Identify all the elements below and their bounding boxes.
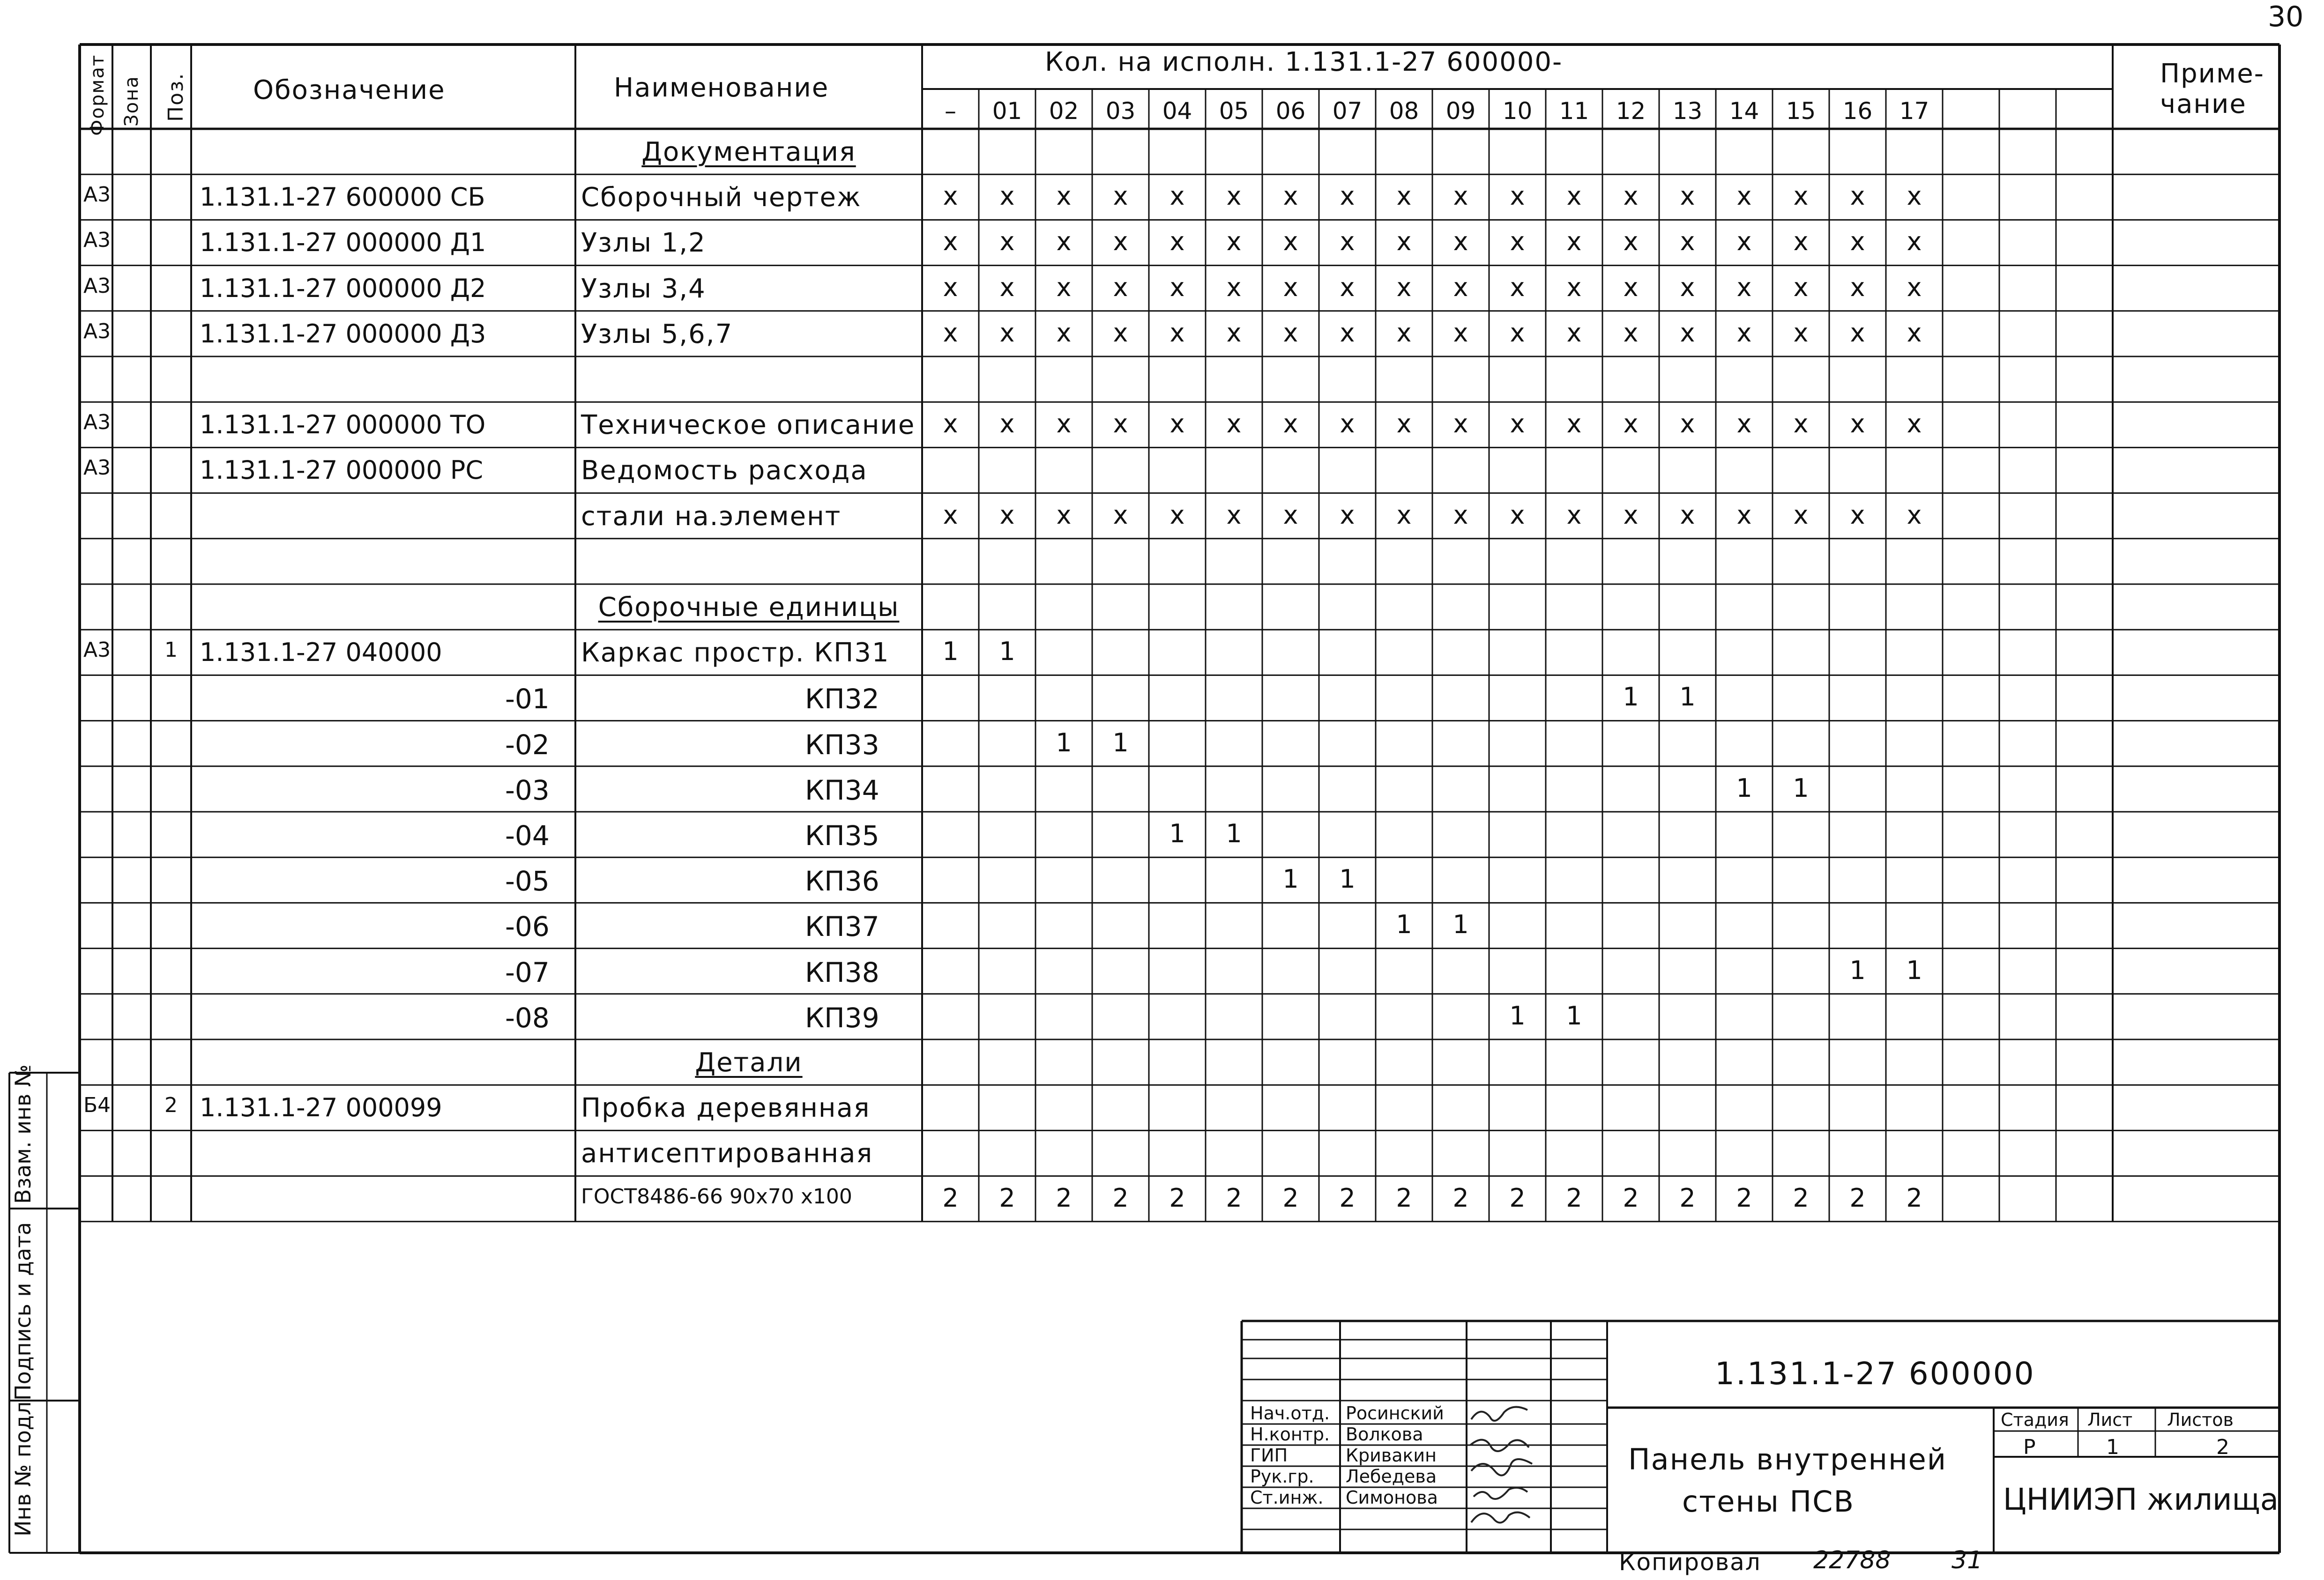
variant-header: 04 (1162, 97, 1192, 125)
variant-header: 08 (1389, 97, 1419, 125)
quantity-mark: х (1566, 500, 1582, 530)
row-name: КП36 (805, 865, 879, 898)
quantity-mark: х (943, 227, 958, 257)
quantity-mark: х (1283, 181, 1298, 211)
row-designation: 1.131.1-27 040000 (200, 638, 442, 668)
quantity-mark: 1 (1906, 955, 1922, 985)
row-name: Пробка деревянная (581, 1093, 871, 1124)
row-name: Узлы 3,4 (581, 273, 706, 304)
variant-header: 13 (1672, 97, 1703, 125)
header-qty-title: Кол. на исполн. 1.131.1-27 600000- (1045, 47, 1563, 77)
row-pos: 2 (164, 1093, 178, 1118)
quantity-mark: 1 (1679, 682, 1696, 712)
quantity-mark: 2 (1452, 1183, 1469, 1213)
quantity-mark: х (1566, 272, 1582, 302)
quantity-mark: х (1510, 227, 1525, 257)
quantity-mark: х (1907, 318, 1922, 348)
quantity-mark: х (1680, 500, 1695, 530)
variant-header: 09 (1445, 97, 1476, 125)
quantity-mark: х (1623, 181, 1639, 211)
sheet-value: 1 (2106, 1435, 2119, 1459)
sheet-label: Лист (2087, 1409, 2133, 1430)
quantity-mark: х (1113, 272, 1128, 302)
variant-header: 07 (1332, 97, 1363, 125)
quantity-mark: 1 (1566, 1001, 1582, 1031)
quantity-mark: х (1907, 181, 1922, 211)
quantity-mark: 1 (1736, 773, 1752, 803)
quantity-mark: х (943, 181, 958, 211)
row-format: А3 (83, 410, 111, 435)
quantity-mark: х (1169, 272, 1185, 302)
row-format: А3 (83, 228, 111, 252)
quantity-mark: х (1510, 272, 1525, 302)
quantity-mark: х (1793, 318, 1809, 348)
quantity-mark: х (1510, 181, 1525, 211)
quantity-mark: х (999, 500, 1015, 530)
row-designation: 1.131.1-27 000000 Д3 (200, 319, 486, 349)
stage-value: Р (2023, 1435, 2036, 1459)
quantity-mark: х (1226, 500, 1242, 530)
row-name: КП35 (805, 820, 879, 852)
title-doc-code: 1.131.1-27 600000 (1715, 1356, 2035, 1392)
quantity-mark: х (1793, 409, 1809, 439)
quantity-mark: 1 (1226, 819, 1242, 848)
row-name: КП32 (805, 683, 879, 715)
section-title: Документация (641, 137, 856, 167)
header-name: Наименование (614, 73, 829, 103)
quantity-mark: 1 (1509, 1001, 1526, 1031)
quantity-mark: х (943, 500, 958, 530)
quantity-mark: х (1453, 181, 1468, 211)
copy-stamp-number: 22788 (1813, 1546, 1891, 1574)
quantity-mark: х (1736, 227, 1752, 257)
quantity-mark: 2 (1509, 1183, 1526, 1213)
row-designation: 1.131.1-27 000000 Д1 (200, 228, 486, 258)
row-name: КП33 (805, 728, 879, 761)
row-name: Узлы 1,2 (581, 228, 706, 259)
row-designation: -06 (505, 911, 550, 943)
quantity-mark: х (1793, 500, 1809, 530)
quantity-mark: 1 (1056, 727, 1072, 757)
quantity-mark: х (1169, 409, 1185, 439)
quantity-mark: х (943, 409, 958, 439)
row-name: антисептированная (581, 1138, 873, 1169)
quantity-mark: х (1680, 409, 1695, 439)
variant-header: 14 (1729, 97, 1759, 125)
row-designation: 1.131.1-27 000000 РС (200, 455, 484, 485)
quantity-mark: х (1680, 227, 1695, 257)
row-name: Каркас простр. КП31 (581, 638, 890, 668)
quantity-mark: 1 (1339, 864, 1356, 894)
quantity-mark: х (1623, 318, 1639, 348)
quantity-mark: 2 (1849, 1183, 1866, 1213)
signer-role: Рук.гр. (1250, 1466, 1314, 1487)
row-name: Техническое описание (581, 410, 916, 441)
quantity-mark: х (1283, 227, 1298, 257)
row-name: стали на.элемент (581, 501, 842, 532)
signatures-drawing (1467, 1401, 1537, 1550)
row-name: КП38 (805, 956, 879, 988)
sheets-label: Листов (2167, 1409, 2234, 1430)
quantity-mark: х (1850, 318, 1865, 348)
variant-header: 16 (1842, 97, 1873, 125)
quantity-mark: х (1396, 409, 1412, 439)
section-title: Детали (695, 1047, 803, 1078)
quantity-mark: 2 (1679, 1183, 1696, 1213)
variant-header: 15 (1786, 97, 1816, 125)
quantity-mark: х (1113, 500, 1128, 530)
quantity-mark: х (1283, 409, 1298, 439)
quantity-mark: х (1056, 409, 1072, 439)
variant-header: 06 (1275, 97, 1306, 125)
quantity-mark: х (1396, 500, 1412, 530)
row-name: Сборочный чертеж (581, 182, 862, 213)
variant-header: 02 (1049, 97, 1079, 125)
header-pos: Поз. (164, 72, 188, 122)
quantity-mark: 1 (1452, 910, 1469, 940)
variant-header: 05 (1219, 97, 1249, 125)
row-name: Узлы 5,6,7 (581, 319, 733, 349)
quantity-mark: х (1113, 409, 1128, 439)
quantity-mark: 2 (999, 1183, 1015, 1213)
quantity-mark: 1 (1112, 727, 1129, 757)
organization: ЦНИИЭП жилища (2003, 1483, 2279, 1517)
quantity-mark: х (1850, 181, 1865, 211)
section-title: Сборочные единицы (598, 592, 900, 623)
side-label-signature-date: Подпись и дата (10, 1222, 36, 1401)
quantity-mark: х (1793, 272, 1809, 302)
quantity-mark: х (1736, 409, 1752, 439)
title-line1: Панель внутренней (1628, 1442, 1947, 1476)
quantity-mark: х (943, 318, 958, 348)
quantity-mark: х (1736, 272, 1752, 302)
quantity-mark: х (1907, 227, 1922, 257)
signer-name: Росинский (1346, 1403, 1444, 1424)
quantity-mark: х (1453, 227, 1468, 257)
quantity-mark: 1 (1396, 910, 1412, 940)
page-number: 30 (2268, 0, 2304, 33)
row-format: А3 (83, 456, 111, 480)
row-designation: -03 (505, 774, 550, 806)
quantity-mark: х (1793, 227, 1809, 257)
quantity-mark: х (1226, 181, 1242, 211)
title-line2: стены ПСВ (1682, 1484, 1855, 1519)
quantity-mark: 2 (1056, 1183, 1072, 1213)
quantity-mark: х (1396, 318, 1412, 348)
variant-header: – (945, 97, 956, 125)
quantity-mark: х (999, 409, 1015, 439)
row-format: Б4 (83, 1093, 111, 1118)
quantity-mark: х (1169, 227, 1185, 257)
quantity-mark: 2 (1566, 1183, 1582, 1213)
quantity-mark: х (1566, 409, 1582, 439)
quantity-mark: 2 (1282, 1183, 1299, 1213)
signer-role: Нач.отд. (1250, 1403, 1330, 1424)
signer-role: ГИП (1250, 1445, 1288, 1466)
quantity-mark: х (1453, 409, 1468, 439)
row-designation: -01 (505, 683, 550, 715)
signer-role: Ст.инж. (1250, 1487, 1324, 1508)
side-label-replaced-inv: Взам. инв № (10, 1064, 36, 1204)
quantity-mark: х (1623, 500, 1639, 530)
quantity-mark: х (1850, 227, 1865, 257)
quantity-mark: 2 (1906, 1183, 1922, 1213)
quantity-mark: х (1283, 500, 1298, 530)
quantity-mark: х (999, 227, 1015, 257)
quantity-mark: х (1283, 272, 1298, 302)
quantity-mark: х (1566, 181, 1582, 211)
signer-name: Кривакин (1346, 1445, 1437, 1466)
stage-label: Стадия (2001, 1409, 2069, 1430)
quantity-mark: х (1226, 409, 1242, 439)
quantity-mark: х (1736, 181, 1752, 211)
quantity-mark: х (1340, 181, 1355, 211)
quantity-mark: х (1907, 409, 1922, 439)
header-note-line1: Приме- (2160, 59, 2264, 89)
quantity-mark: х (1736, 318, 1752, 348)
quantity-mark: х (1566, 227, 1582, 257)
signer-name: Симонова (1346, 1487, 1438, 1508)
quantity-mark: х (1566, 318, 1582, 348)
quantity-mark: х (1510, 409, 1525, 439)
row-designation: 1.131.1-27 600000 СБ (200, 182, 485, 212)
quantity-mark: х (1453, 500, 1468, 530)
side-label-inv-original: Инв № подл (10, 1401, 36, 1536)
quantity-mark: х (1850, 409, 1865, 439)
quantity-mark: х (999, 272, 1015, 302)
quantity-mark: х (1623, 227, 1639, 257)
quantity-mark: 1 (1169, 819, 1185, 848)
quantity-mark: х (1680, 181, 1695, 211)
quantity-mark: 2 (1112, 1183, 1129, 1213)
quantity-mark: 1 (1849, 955, 1866, 985)
quantity-mark: х (943, 272, 958, 302)
quantity-mark: х (1453, 318, 1468, 348)
quantity-mark: х (1453, 272, 1468, 302)
quantity-mark: 1 (999, 637, 1015, 667)
quantity-mark: х (1056, 181, 1072, 211)
copy-stamp-sheet: 31 (1952, 1546, 1983, 1574)
row-designation: 1.131.1-27 000000 Д2 (200, 273, 486, 303)
header-note-line2: чание (2160, 89, 2247, 119)
quantity-mark: х (1680, 272, 1695, 302)
quantity-mark: 1 (942, 637, 959, 667)
quantity-mark: 2 (1396, 1183, 1412, 1213)
row-name: КП34 (805, 774, 879, 806)
quantity-mark: 2 (942, 1183, 959, 1213)
quantity-mark: х (1056, 272, 1072, 302)
row-format: А3 (83, 274, 111, 298)
row-designation: -05 (505, 865, 550, 898)
variant-header: 11 (1559, 97, 1589, 125)
variant-header: 12 (1616, 97, 1646, 125)
quantity-mark: х (1169, 500, 1185, 530)
quantity-mark: 2 (1339, 1183, 1356, 1213)
quantity-mark: х (1850, 500, 1865, 530)
row-name: Ведомость расхода (581, 455, 868, 486)
quantity-mark: х (1623, 272, 1639, 302)
quantity-mark: х (1056, 500, 1072, 530)
row-designation: 1.131.1-27 000099 (200, 1093, 442, 1123)
quantity-mark: х (1113, 227, 1128, 257)
quantity-mark: х (1850, 272, 1865, 302)
variant-header: 17 (1899, 97, 1929, 125)
quantity-mark: х (999, 318, 1015, 348)
row-format: А3 (83, 183, 111, 207)
header-zone: Зона (121, 75, 142, 126)
row-designation: -04 (505, 820, 550, 852)
row-format: А3 (83, 319, 111, 343)
quantity-mark: х (1113, 318, 1128, 348)
quantity-mark: 2 (1169, 1183, 1185, 1213)
quantity-mark: х (1226, 318, 1242, 348)
signer-role: Н.контр. (1250, 1424, 1330, 1445)
signer-name: Волкова (1346, 1424, 1423, 1445)
quantity-mark: 2 (1226, 1183, 1242, 1213)
quantity-mark: х (1283, 318, 1298, 348)
quantity-mark: 2 (1736, 1183, 1752, 1213)
quantity-mark: х (1340, 409, 1355, 439)
quantity-mark: х (1056, 227, 1072, 257)
quantity-mark: х (1396, 181, 1412, 211)
quantity-mark: 2 (1623, 1183, 1639, 1213)
quantity-mark: х (1340, 318, 1355, 348)
variant-header: 01 (992, 97, 1022, 125)
quantity-mark: х (1510, 500, 1525, 530)
sheets-value: 2 (2216, 1435, 2229, 1459)
quantity-mark: х (1623, 409, 1639, 439)
quantity-mark: х (1907, 500, 1922, 530)
quantity-mark: х (1793, 181, 1809, 211)
quantity-mark: х (1226, 272, 1242, 302)
row-designation: -02 (505, 728, 550, 761)
row-name: ГОСТ8486-66 90х70 х100 (581, 1184, 852, 1209)
signer-name: Лебедева (1346, 1466, 1437, 1487)
variant-header: 10 (1502, 97, 1533, 125)
row-name: КП39 (805, 1001, 879, 1034)
row-designation: 1.131.1-27 000000 ТО (200, 410, 486, 440)
quantity-mark: х (999, 181, 1015, 211)
quantity-mark: х (1396, 272, 1412, 302)
quantity-mark: х (1340, 227, 1355, 257)
quantity-mark: х (1340, 272, 1355, 302)
row-designation: -08 (505, 1001, 550, 1034)
quantity-mark: х (1736, 500, 1752, 530)
header-designation: Обозначение (253, 75, 446, 105)
variant-header: 03 (1105, 97, 1136, 125)
quantity-mark: х (1340, 500, 1355, 530)
row-name: КП37 (805, 911, 879, 943)
quantity-mark: х (1169, 181, 1185, 211)
quantity-mark: 1 (1282, 864, 1299, 894)
row-format: А3 (83, 638, 111, 662)
copy-stamp-label: Копировал (1619, 1549, 1761, 1576)
quantity-mark: 2 (1793, 1183, 1809, 1213)
header-format: Формат (87, 54, 108, 136)
quantity-mark: х (1680, 318, 1695, 348)
row-pos: 1 (164, 638, 178, 662)
quantity-mark: х (1169, 318, 1185, 348)
quantity-mark: х (1510, 318, 1525, 348)
quantity-mark: х (1056, 318, 1072, 348)
quantity-mark: х (1396, 227, 1412, 257)
quantity-mark: 1 (1623, 682, 1639, 712)
quantity-mark: 1 (1793, 773, 1809, 803)
quantity-mark: х (1113, 181, 1128, 211)
row-designation: -07 (505, 956, 550, 988)
quantity-mark: х (1907, 272, 1922, 302)
quantity-mark: х (1226, 227, 1242, 257)
